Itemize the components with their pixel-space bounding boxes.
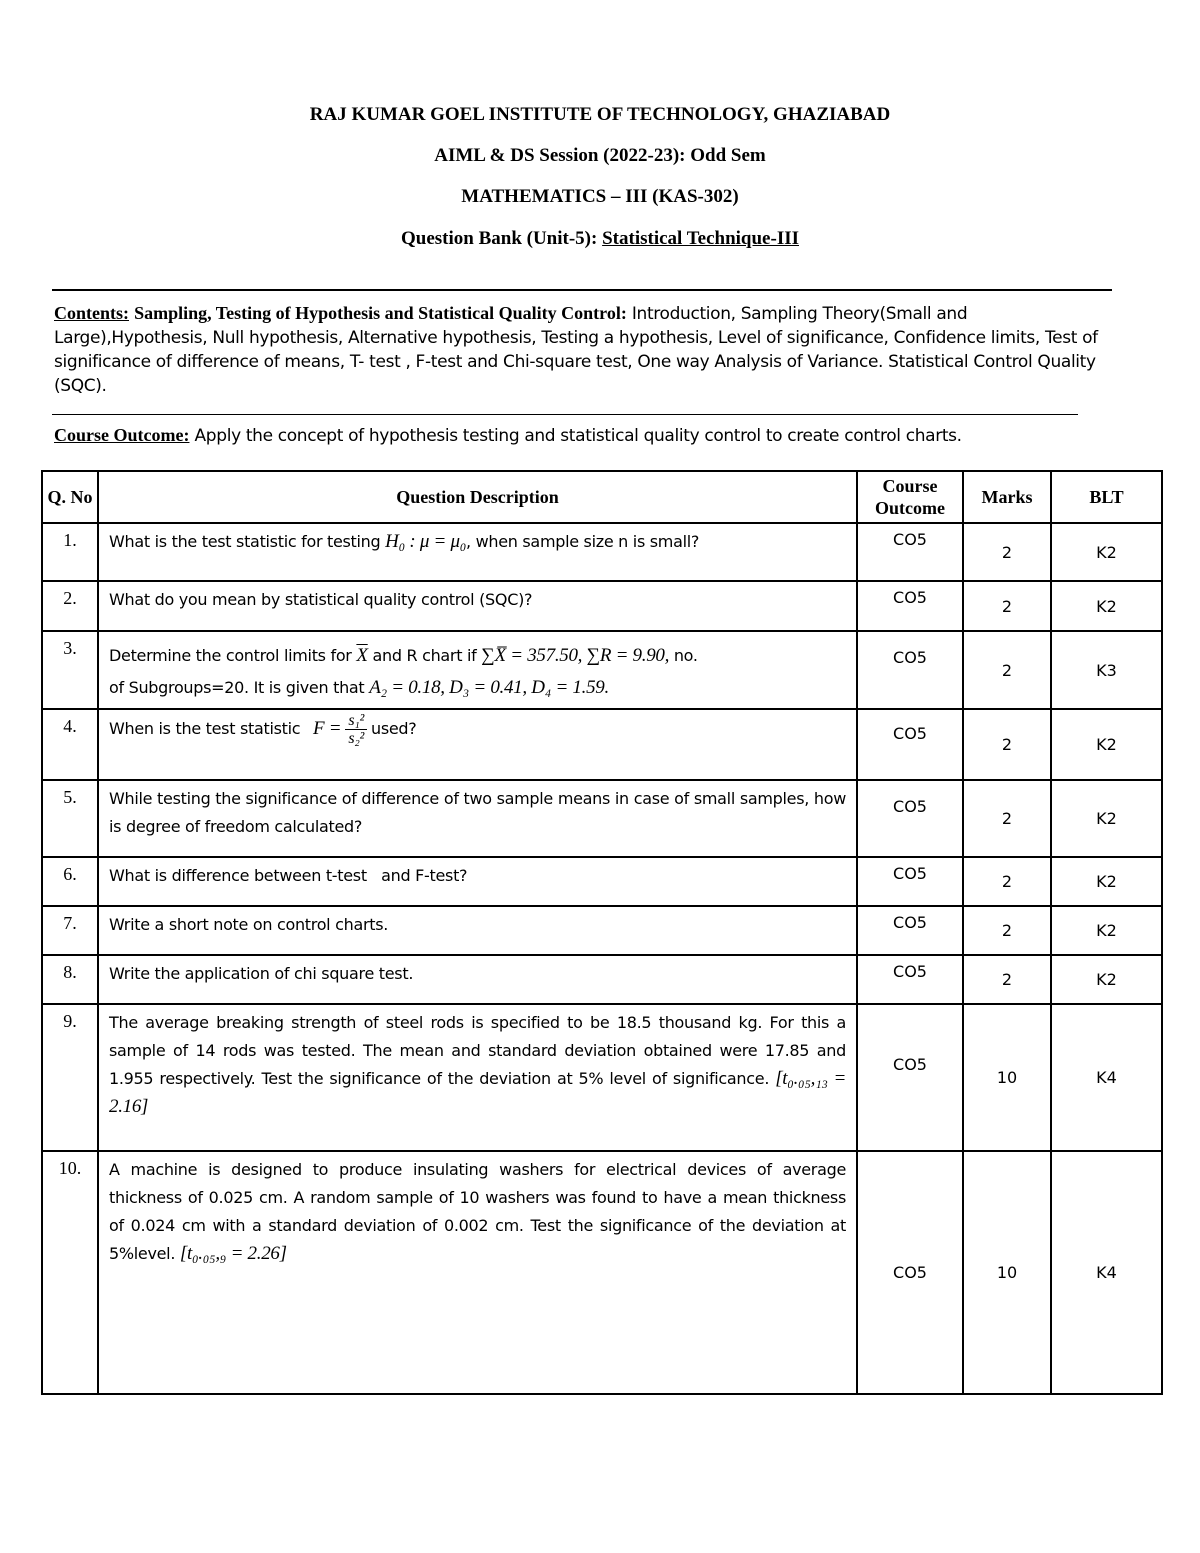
outcome-cell: CO5 [857,906,963,955]
title-topic: Statistical Technique-III [602,228,799,249]
qno-cell: 8. [42,955,98,1004]
course-outcome-label: Course Outcome: [54,425,190,445]
blt-cell: K4 [1051,1151,1162,1394]
description-cell [98,709,857,780]
table-row [42,1151,1162,1394]
table-row [42,523,1162,581]
session-line: AIML & DS Session (2022-23): Odd Sem [434,145,766,166]
question-math: F = [313,718,342,739]
blt-cell: K2 [1051,857,1162,906]
table-row [42,709,1162,780]
header-outcome: Course Outcome [857,471,963,523]
title-prefix: Question Bank (Unit-5): [400,228,603,249]
mid-divider [52,414,1078,415]
description-cell: While testing the significance of difference of two sample means in case of small samples, how is degree of freedom calculated? [98,780,857,857]
marks-cell: 2 [963,906,1051,955]
description-cell [98,1151,857,1394]
blt-cell: K2 [1051,523,1162,581]
course-outcome-text: Apply the concept of hypothesis testing and statistical quality control to create control charts. [194,426,962,446]
blt-cell: K4 [1051,1004,1162,1151]
table-row [42,906,1162,955]
fraction-numerator: s₁² [345,712,367,730]
question-math: [t₀.₀₅,₉ = 2.26] [179,1243,287,1264]
question-math: A₂ = 0.18, D₃ = 0.41, D₄ = 1.59. [369,677,609,698]
table-row [42,780,1162,857]
blt-cell: K2 [1051,780,1162,857]
table-row [42,955,1162,1004]
marks-cell: 2 [963,709,1051,780]
qno-cell: 5. [42,780,98,857]
contents-label: Contents: [54,303,129,323]
outcome-cell: CO5 [857,523,963,581]
qno-cell: 10. [42,1151,98,1394]
blt-cell: K2 [1051,955,1162,1004]
course-title: MATHEMATICS – III (KAS-302) [461,186,739,207]
description-cell [98,631,857,709]
contents-section [54,301,1120,398]
header-qno: Q. No [42,471,98,523]
question-math-x: $\overline{X}$ [356,645,368,666]
qno-cell: 4. [42,709,98,780]
marks-cell: 2 [963,581,1051,631]
marks-cell: 10 [963,1151,1051,1394]
blt-cell: K2 [1051,581,1162,631]
question-math: H₀ : μ = μ₀ [385,531,467,552]
outcome-cell: CO5 [857,955,963,1004]
marks-cell: 2 [963,857,1051,906]
blt-cell: K3 [1051,631,1162,709]
question-text: Determine the control limits for [109,646,352,665]
question-text-cont: no. [673,646,698,665]
qno-cell: 2. [42,581,98,631]
description-cell: What is difference between t-test and F-test? [98,857,857,906]
qno-cell: 1. [42,523,98,581]
description-cell: Write a short note on control charts. [98,906,857,955]
question-math: [t₀.₀₅,₁₃ = 2.16] [109,1068,846,1117]
question-text: A machine is designed to produce insulating washers for electrical devices of average thickness of 0.025 cm. A random sample of 10 washers was found to have a mean thickness of 0.024 cm with a standard deviation of 0.002 cm. Test the significance of the deviation at 5%level. [109,1160,846,1263]
contents-text: Introduction, Sampling Theory(Small and Large),Hypothesis, Null hypothesis, Alternative hypothesis, Testing a hypothesis, Level of significance, Confidence limits, Test of significance of difference of means, T- test , F-test and Chi-square test, One way Analysis of Variance. Statistical Control Quality (SQC). [54,304,1098,396]
question-math: ∑X̅ = 357.50, ∑R = 9.90, [481,645,670,666]
header-blt: BLT [1051,471,1162,523]
table-header-row [42,471,1162,523]
question-text-cont: and R chart if [372,646,477,665]
marks-cell: 2 [963,523,1051,581]
table-row [42,581,1162,631]
blt-cell: K2 [1051,906,1162,955]
question-text: The average breaking strength of steel rods is specified to be 18.5 thousand kg. For this a sample of 14 rods was tested. The mean and standard deviation obtained were 17.85 and 1.955 respectively. Test the significance of the deviation at 5% level of significance. [109,1013,846,1088]
course-outcome-section [54,423,1120,448]
description-cell [98,523,857,581]
contents-lead: Sampling, Testing of Hypothesis and Statistical Quality Control: [134,303,627,323]
question-text: When is the test statistic [109,719,301,738]
fraction [345,712,367,747]
question-text-cont: used? [371,719,417,738]
outcome-cell: CO5 [857,1004,963,1151]
marks-cell: 2 [963,780,1051,857]
description-cell: Write the application of chi square test. [98,955,857,1004]
question-bank-title [0,228,1200,250]
fraction-denominator: s₂² [348,730,365,747]
question-table [41,470,1163,1395]
marks-cell: 2 [963,631,1051,709]
marks-cell: 10 [963,1004,1051,1151]
question-text: What is the test statistic for testing [109,532,381,551]
blt-cell: K2 [1051,709,1162,780]
outcome-cell: CO5 [857,631,963,709]
qno-cell: 9. [42,1004,98,1151]
qno-cell: 7. [42,906,98,955]
outcome-cell: CO5 [857,1151,963,1394]
header-description: Question Description [98,471,857,523]
marks-cell: 2 [963,955,1051,1004]
table-row [42,1004,1162,1151]
outcome-cell: CO5 [857,709,963,780]
table-row [42,857,1162,906]
table-row [42,631,1162,709]
description-cell: What do you mean by statistical quality control (SQC)? [98,581,857,631]
qno-cell: 6. [42,857,98,906]
qno-cell: 3. [42,631,98,709]
description-cell [98,1004,857,1151]
question-text-cont: , when sample size n is small? [466,532,700,551]
question-text-cont: of Subgroups=20. It is given that [109,678,365,697]
outcome-cell: CO5 [857,857,963,906]
header-marks: Marks [963,471,1051,523]
institute-name: RAJ KUMAR GOEL INSTITUTE OF TECHNOLOGY, GHAZIABAD [309,104,891,125]
outcome-cell: CO5 [857,581,963,631]
outcome-cell: CO5 [857,780,963,857]
top-divider [52,289,1112,291]
